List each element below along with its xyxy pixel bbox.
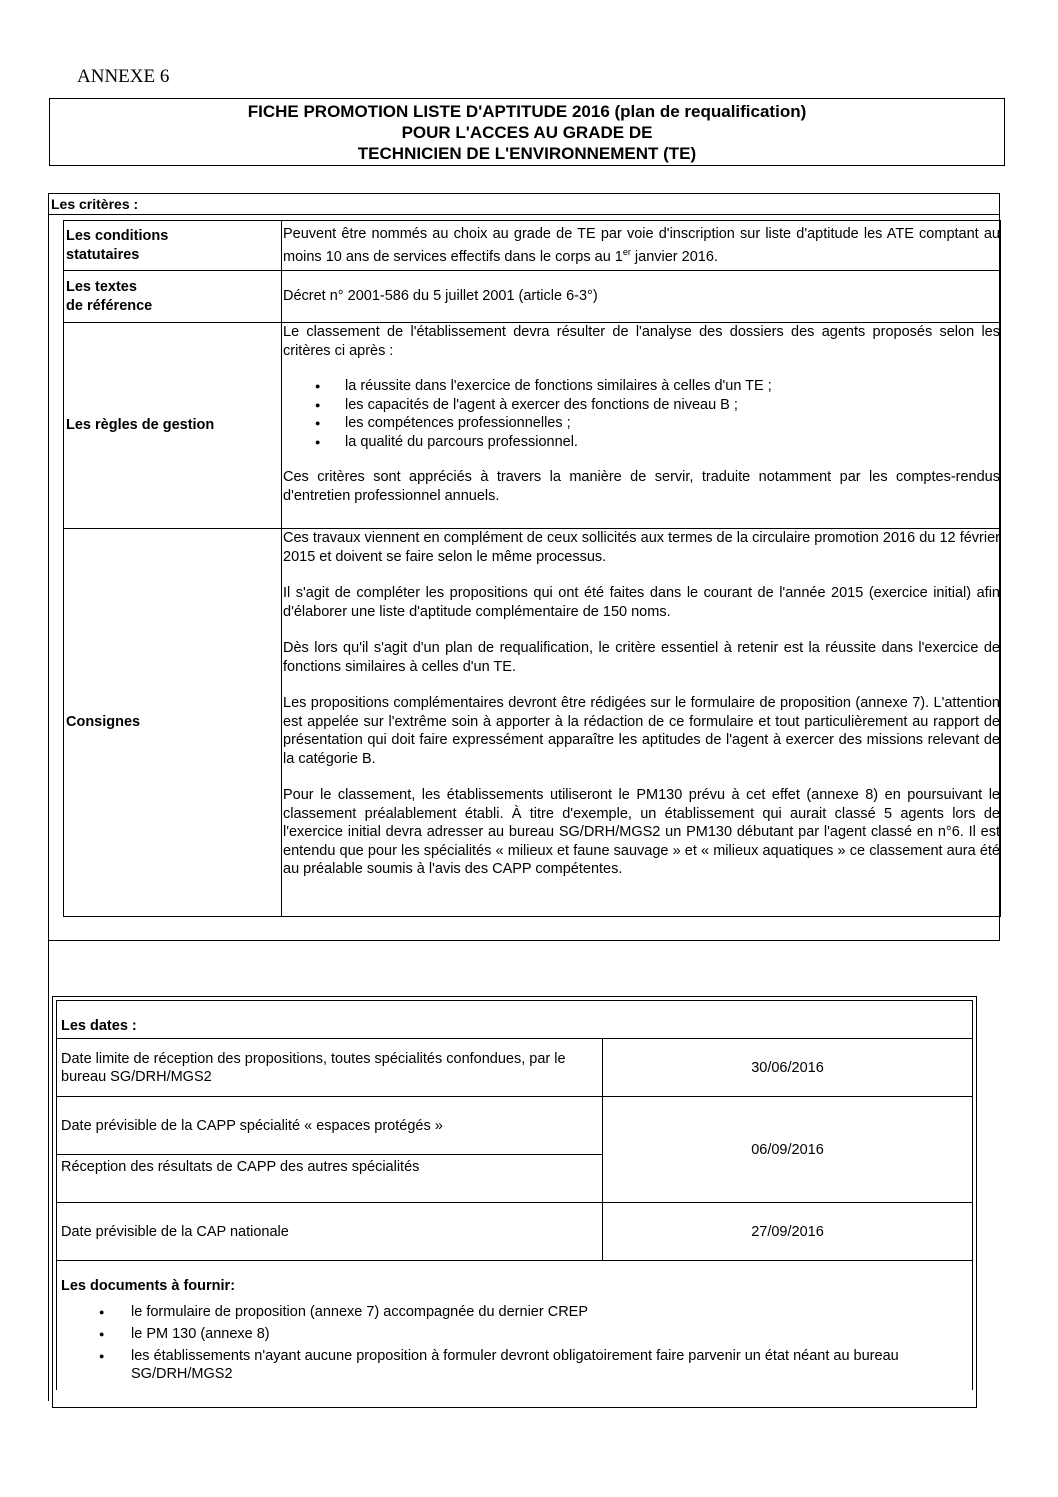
regles-label: Les règles de gestion bbox=[64, 323, 282, 529]
criteria-row-regles bbox=[64, 323, 1001, 529]
textes-text: Décret n° 2001-586 du 5 juillet 2001 (article 6-3°) bbox=[282, 271, 1001, 323]
list-item: ● la réussite dans l'exercice de fonctions similaires à celles d'un TE ; bbox=[345, 377, 1000, 396]
list-item: ● les capacités de l'agent à exercer des fonctions de niveau B ; bbox=[345, 396, 1000, 415]
criteria-section bbox=[48, 193, 1000, 941]
regles-list bbox=[283, 377, 1000, 451]
dates-table bbox=[56, 1000, 973, 1390]
documents-heading: Les documents à fournir: bbox=[61, 1278, 236, 1294]
date-label: Date limite de réception des propositions, toutes spécialités confondues, par le bureau SG/DRH/MGS2 bbox=[57, 1039, 603, 1097]
title-line-2: POUR L'ACCES AU GRADE DE bbox=[401, 123, 653, 142]
table-row bbox=[57, 1039, 973, 1097]
date-label: Date prévisible de la CAPP spécialité « espaces protégés » bbox=[57, 1097, 603, 1155]
conditions-text: Peuvent être nommés au choix au grade de TE par voie d'inscription sur liste d'aptitude les ATE comptant au moins 10 ans de services effectifs dans le corps au 1er janvier 2016. bbox=[282, 221, 1001, 271]
list-item: ● le formulaire de proposition (annexe 7) accompagnée du dernier CREP bbox=[131, 1303, 968, 1321]
date-value: 27/09/2016 bbox=[603, 1203, 973, 1261]
regles-text: Le classement de l'établissement devra résulter de l'analyse des dossiers des agents proposés selon les critères ci après : ● la réussite dans l'exercice de fonctions similaires à celles d'un TE ; ● les capacités de l'agent à exercer des fonctions de niveau B ; ● les compétences professionnelles ; ● la qualité du parcours professionnel. Ces critères sont appréciés à travers la manière de servir, traduite notamment par les comptes-rendus d'entretien professionnel annuels. bbox=[282, 323, 1001, 529]
criteria-row-conditions bbox=[64, 221, 1001, 271]
document-title bbox=[49, 98, 1005, 166]
documents-row bbox=[57, 1261, 973, 1391]
list-item: ● les établissements n'ayant aucune proposition à formuler devront obligatoirement faire parvenir un état néant au bureau SG/DRH/MGS2 bbox=[131, 1347, 968, 1383]
documents-list bbox=[61, 1303, 968, 1383]
table-row bbox=[57, 1097, 973, 1155]
annexe-label: ANNEXE 6 bbox=[77, 66, 170, 87]
title-line-1: FICHE PROMOTION LISTE D'APTITUDE 2016 (plan de requalification) bbox=[247, 102, 807, 121]
consignes-label: Consignes bbox=[64, 529, 282, 917]
conditions-label: Les conditions statutaires bbox=[64, 221, 282, 271]
textes-label: Les textes de référence bbox=[64, 271, 282, 323]
date-label: Date prévisible de la CAP nationale bbox=[57, 1203, 603, 1261]
criteria-row-textes bbox=[64, 271, 1001, 323]
date-value: 30/06/2016 bbox=[603, 1039, 973, 1097]
documents-cell bbox=[57, 1261, 973, 1391]
list-item: ● le PM 130 (annexe 8) bbox=[131, 1325, 968, 1343]
list-item: ● les compétences professionnelles ; bbox=[345, 414, 1000, 433]
consignes-text: Ces travaux viennent en complément de ceux sollicités aux termes de la circulaire promotion 2016 du 12 février 2015 et doivent se faire selon le même processus. Il s'agit de compléter les propositions qui ont été faites dans le courant de l'année 2015 (exercice initial) afin d'élaborer une liste d'aptitude complémentaire de 150 noms. Dès lors qu'il s'agit d'un plan de requalification, le critère essentiel à retenir est la réussite dans l'exercice de fonctions similaires à celles d'un TE. Les propositions complémentaires devront être rédigées sur le formulaire de proposition (annexe 7). L'attention est appelée sur l'extrême soin à apporter à la rédaction de ce formulaire et tout particulièrement au rapport de présentation qui doit faire expressément apparaître les aptitudes de l'agent à exercer des missions relevant de la catégorie B. Pour le classement, les établissements utiliseront le PM130 prévu à cet effet (annexe 8) en poursuivant le classement préalablement établi. À titre d'exemple, un établissement qui aurait classé 5 agents lors de l'exercice initial devra adresser au bureau SG/DRH/MGS2 un PM130 débutant par l'agent classé en n°6. Il est entendu que pour les spécialités « milieux et faune sauvage » et « milieux aquatiques » ce classement aura été au préalable soumis à l'avis des CAPP compétentes. bbox=[282, 529, 1001, 917]
list-item: ● la qualité du parcours professionnel. bbox=[345, 433, 1000, 452]
dates-section bbox=[52, 996, 977, 1408]
date-value: 06/09/2016 bbox=[603, 1097, 973, 1203]
criteria-row-consignes bbox=[64, 529, 1001, 917]
title-line-3: TECHNICIEN DE L'ENVIRONNEMENT (TE) bbox=[357, 144, 697, 163]
date-label: Réception des résultats de CAPP des autres spécialités bbox=[57, 1155, 603, 1203]
table-row bbox=[57, 1203, 973, 1261]
criteria-heading: Les critères : bbox=[51, 196, 139, 212]
dates-heading: Les dates : bbox=[57, 1001, 973, 1039]
criteria-table bbox=[63, 220, 1001, 917]
